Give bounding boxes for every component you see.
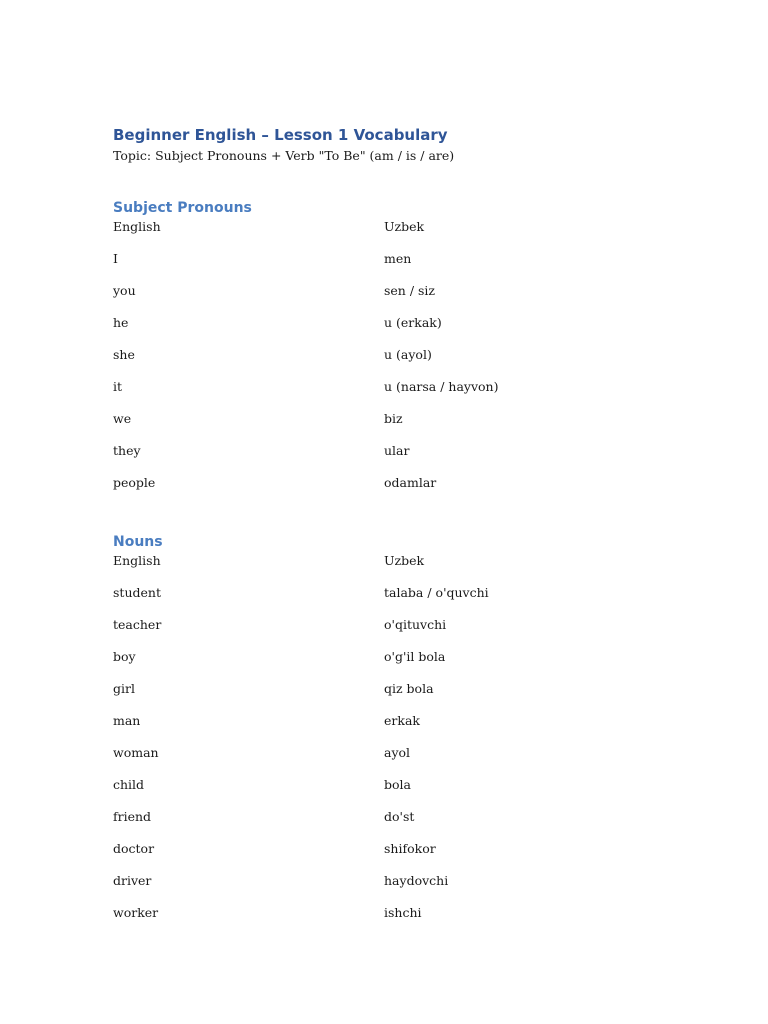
table-row <box>113 872 533 904</box>
table-row <box>113 378 533 410</box>
cell-english: teacher <box>113 617 162 632</box>
table-row <box>113 250 533 282</box>
cell-english: boy <box>113 649 136 664</box>
table-row <box>113 282 533 314</box>
cell-english: he <box>113 315 129 330</box>
cell-uzbek: o'qituvchi <box>384 617 447 632</box>
cell-uzbek: ayol <box>384 745 411 760</box>
table-row <box>113 680 533 712</box>
cell-english: it <box>113 379 123 394</box>
cell-uzbek: qiz bola <box>384 681 434 696</box>
cell-english: student <box>113 585 161 600</box>
table-row <box>113 346 533 378</box>
table-row <box>113 744 533 776</box>
cell-uzbek: ishchi <box>384 905 422 920</box>
table-row <box>113 712 533 744</box>
cell-english: we <box>113 411 132 426</box>
section-heading-nouns: Nouns <box>113 534 163 550</box>
table-row <box>113 474 533 506</box>
table-row <box>113 648 533 680</box>
cell-uzbek: shifokor <box>384 841 436 856</box>
document-topic: Topic: Subject Pronouns + Verb "To Be" (am / is / are) <box>113 148 455 163</box>
cell-english: I <box>113 251 118 266</box>
cell-uzbek: odamlar <box>384 475 437 490</box>
nouns-table-body <box>113 552 533 936</box>
cell-english: child <box>113 777 145 792</box>
table-header-row <box>113 218 533 250</box>
nouns-table <box>113 552 533 936</box>
table-row <box>113 616 533 648</box>
column-header-english: English <box>113 553 161 568</box>
cell-english: you <box>113 283 136 298</box>
cell-uzbek: o'g'il bola <box>384 649 446 664</box>
cell-uzbek: ular <box>384 443 410 458</box>
cell-english: man <box>113 713 141 728</box>
document-page <box>113 125 673 936</box>
section-heading-pronouns: Subject Pronouns <box>113 200 252 216</box>
column-header-uzbek: Uzbek <box>384 553 425 568</box>
cell-english: friend <box>113 809 152 824</box>
pronouns-table <box>113 218 533 506</box>
column-header-english: English <box>113 219 161 234</box>
cell-uzbek: talaba / o'quvchi <box>384 585 489 600</box>
cell-english: they <box>113 443 141 458</box>
pronouns-table-body <box>113 218 533 506</box>
cell-uzbek: biz <box>384 411 403 426</box>
cell-uzbek: haydovchi <box>384 873 449 888</box>
table-row <box>113 410 533 442</box>
table-row <box>113 904 533 936</box>
cell-english: driver <box>113 873 152 888</box>
table-row <box>113 584 533 616</box>
table-row <box>113 776 533 808</box>
cell-uzbek: men <box>384 251 412 266</box>
cell-uzbek: u (ayol) <box>384 347 432 362</box>
cell-uzbek: bola <box>384 777 411 792</box>
table-row <box>113 840 533 872</box>
cell-english: woman <box>113 745 159 760</box>
cell-english: she <box>113 347 135 362</box>
cell-uzbek: u (narsa / hayvon) <box>384 379 499 394</box>
cell-english: doctor <box>113 841 155 856</box>
table-row <box>113 442 533 474</box>
cell-english: people <box>113 475 156 490</box>
cell-uzbek: u (erkak) <box>384 315 442 330</box>
cell-english: girl <box>113 681 135 696</box>
table-header-row <box>113 552 533 584</box>
table-row <box>113 314 533 346</box>
cell-uzbek: do'st <box>384 809 415 824</box>
cell-uzbek: erkak <box>384 713 420 728</box>
cell-uzbek: sen / siz <box>384 283 436 298</box>
document-title: Beginner English – Lesson 1 Vocabulary <box>113 126 448 144</box>
column-header-uzbek: Uzbek <box>384 219 425 234</box>
cell-english: worker <box>113 905 159 920</box>
table-row <box>113 808 533 840</box>
